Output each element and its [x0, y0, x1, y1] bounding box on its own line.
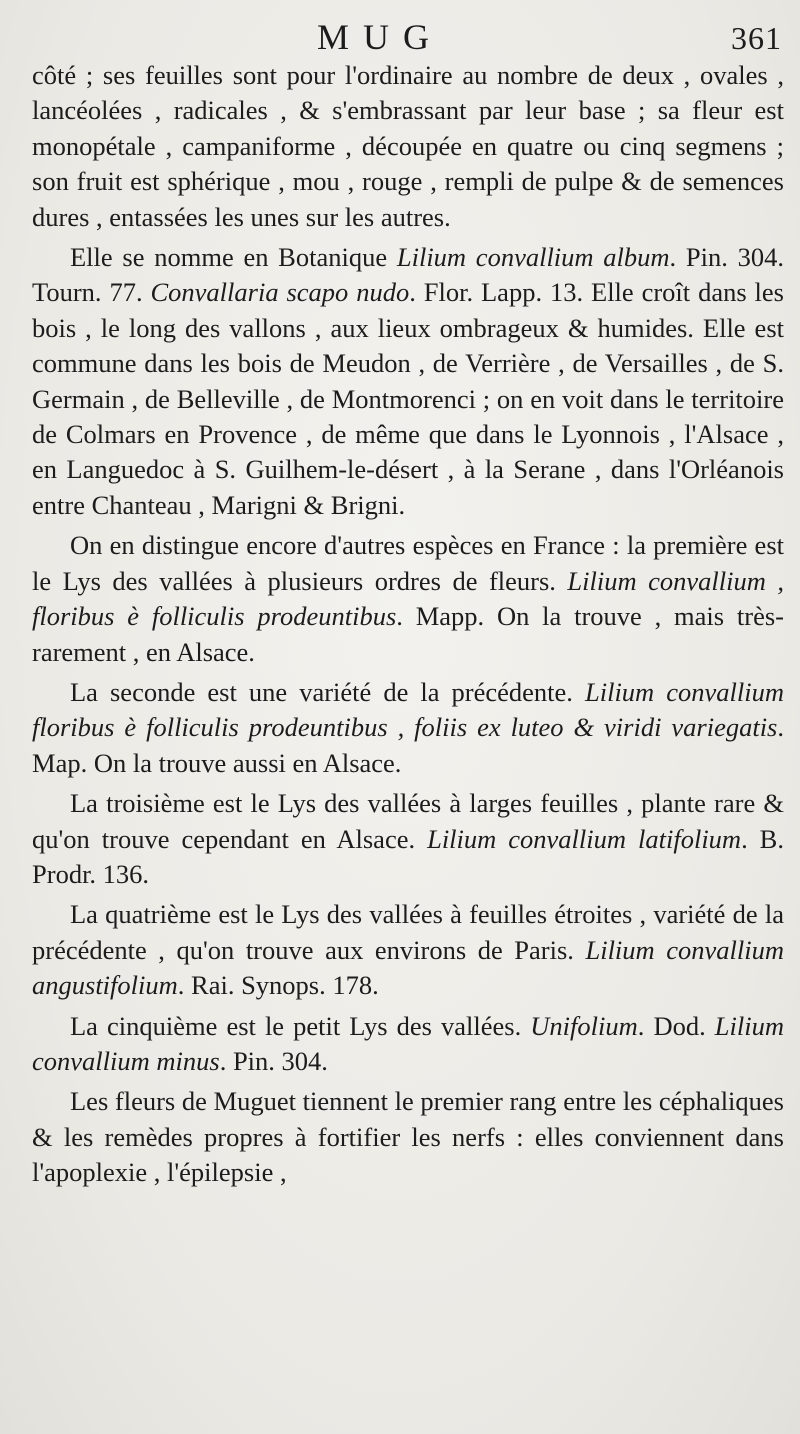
- text-run: . Map. On la trouve aussi en Alsace.: [32, 712, 784, 778]
- text-run: . Dod.: [637, 1010, 715, 1041]
- text-run: Elle se nomme en Botanique: [70, 242, 397, 273]
- latin-name: Lilium convallium latifolium: [427, 823, 742, 854]
- text-run: côté ; ses feuilles sont pour l'ordinaire au nombre de deux , ovales , lancéolées , radicales , & s'embrassant par leur base ; sa fleur est monopétale , campaniforme , découpée en quatre ou cinq segmens ; son fruit est sphérique , mou , rouge , rempli de pulpe & de semences dures , entassées les unes sur les autres.: [32, 60, 784, 232]
- text-run: . B. Prodr. 136.: [32, 823, 784, 889]
- paragraph: [32, 1084, 784, 1190]
- latin-name: Lilium convallium angustifolium: [32, 934, 784, 1001]
- text-run: . Pin. 304. Tourn. 77.: [32, 242, 784, 308]
- latin-name: Unifolium: [530, 1010, 638, 1041]
- paragraph: [32, 897, 784, 1003]
- text-run: La troisième est le Lys des vallées à larges feuilles , plante rare & qu'on trouve cependant en Alsace.: [32, 788, 784, 854]
- text-run: Les fleurs de Muguet tiennent le premier rang entre les céphaliques & les remèdes propres à fortifier les nerfs : elles conviennent dans l'apoplexie , l'épilepsie ,: [32, 1086, 784, 1188]
- paragraph: [32, 240, 784, 523]
- text-run: La seconde est une variété de la précédente.: [70, 676, 585, 707]
- paragraph: [32, 1009, 784, 1080]
- running-head: MUG: [316, 17, 443, 57]
- latin-name: Lilium convallium album: [396, 242, 670, 273]
- paragraph: [32, 528, 784, 670]
- text-run: . Mapp. On la trouve , mais très-rarement , en Alsace.: [32, 601, 784, 667]
- body-text: [32, 58, 784, 1196]
- latin-name: Lilium convallium floribus è folliculis prodeuntibus , foliis ex luteo & viridi variegatis: [32, 676, 784, 743]
- latin-name: Convallaria scapo nudo: [150, 277, 410, 308]
- page-header: [0, 16, 800, 62]
- text-run: . Flor. Lapp. 13. Elle croît dans les bois , le long des vallons , aux lieux ombrageux & humides. Elle est commune dans les bois de Meudon , de Verrière , de Versailles , de S. Germain , de Belleville , de Montmorenci ; on en voit dans le territoire de Colmars en Provence , de même que dans le Lyonnois , l'Alsace , en Languedoc à S. Guilhem-le-désert , à la Serane , dans l'Orléanois entre Chanteau , Marigni & Brigni.: [32, 277, 784, 520]
- text-run: . Rai. Synops. 178.: [177, 970, 379, 1001]
- page-number: 361: [731, 20, 782, 56]
- text-run: On en distingue encore d'autres espèces en France : la première est le Lys des vallées à plusieurs ordres de fleurs.: [32, 530, 784, 596]
- text-run: . Pin. 304.: [219, 1045, 328, 1076]
- text-run: La cinquième est le petit Lys des vallées.: [70, 1010, 531, 1041]
- paragraph: [32, 675, 784, 781]
- text-run: La quatrième est le Lys des vallées à feuilles étroites , variété de la précédente , qu'on trouve aux environs de Paris.: [32, 899, 784, 965]
- latin-name: Lilium convallium minus: [32, 1010, 785, 1076]
- latin-name: Lilium convallium , floribus è folliculis prodeuntibus: [32, 565, 784, 632]
- paragraph: [32, 786, 784, 892]
- paragraph: [32, 58, 784, 235]
